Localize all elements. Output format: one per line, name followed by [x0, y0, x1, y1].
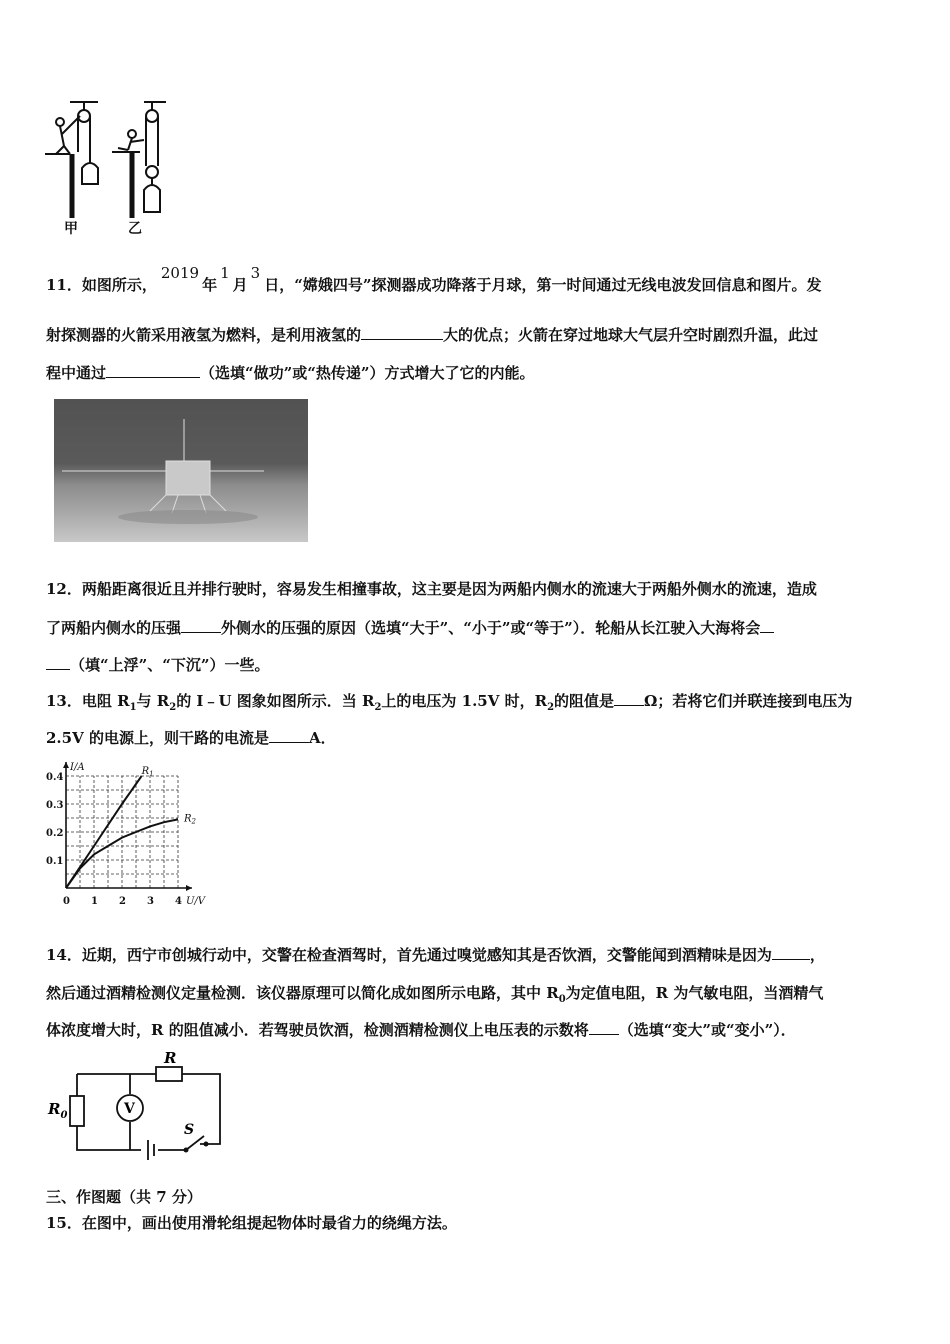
q13-line2: 2.5V 的电源上，则干路的电流是 A．: [46, 729, 336, 747]
q12-blank-2b[interactable]: [46, 656, 70, 670]
x-axis-label: U/V: [186, 896, 206, 907]
q14-line1: 14．近期，西宁市创城行动中，交警在检查酒驾时，首先通过嗅觉感知其是否饮酒，交警能闻到酒精味是因为 ，: [46, 946, 825, 964]
label-s: S: [184, 1122, 195, 1138]
label-jia: 甲: [64, 221, 78, 237]
q11-line2: 射探测器的火箭采用液氢为燃料，是利用液氢的 大的优点；火箭在穿过地球大气层升空时剧烈升温，此过: [46, 326, 819, 344]
y-tick-label: 0.2: [46, 828, 64, 839]
q12-blank-1[interactable]: [181, 619, 221, 633]
q11-day: 3: [250, 264, 261, 282]
q11-line3: 程中通过 （选填“做功”或“热传递”）方式增大了它的内能。: [46, 364, 535, 382]
y-tick-label: 0.3: [46, 800, 64, 811]
y-tick-label: 0.1: [46, 856, 64, 867]
q11-blank-1[interactable]: [361, 326, 443, 340]
q13-blank-2[interactable]: [269, 729, 309, 743]
q14-line3: 体浓度增大时，R 的阻值减小．若驾驶员饮酒，检测酒精检测仪上电压表的示数将 （选填“变大”或“变小”）．: [46, 1021, 796, 1039]
y-axis-arrow: [63, 762, 69, 768]
label-r: R: [164, 1049, 177, 1067]
q12-line1: 12．两船距离很近且并排行驶时，容易发生相撞事故，这主要是因为两船内侧水的流速大于两船外侧水的流速，造成: [46, 580, 817, 598]
q14-line2: 然后通过酒精检测仪定量检测．该仪器原理可以简化成如图所示电路，其中 $R_0$为定值电阻，R 为气敏电阻，当酒精气: [46, 984, 824, 1005]
q13-line1: 13．电阻 $R_1$与 $R_2$的 I﹣U 图象如图所示．当 $R_2$上的电压为 1.5V 时，$R_2$的阻值是 Ω；若将它们并联连接到电压为: [46, 692, 853, 713]
q12-line2: 了两船内侧水的压强 外侧水的压强的原因（选填“大于”、“小于”或“等于”）．轮船从长江驶入大海将会: [46, 617, 774, 638]
resistor-r: [156, 1067, 182, 1081]
lunar-lander-photo: [54, 399, 308, 542]
q15-text: 15．在图中，画出使用滑轮组提起物体时最省力的绕绳方法。: [46, 1214, 457, 1232]
x-tick-label: 4: [175, 896, 182, 907]
section3-title: 三、作图题（共 7 分）: [46, 1188, 202, 1206]
pulley-figure: [40, 96, 180, 238]
series-label-r2: $R_2$: [184, 813, 196, 826]
q11-blank-2[interactable]: [106, 364, 200, 378]
x-tick-label: 3: [147, 896, 154, 907]
label-v: V: [124, 1101, 135, 1117]
y-axis-label: I/A: [70, 762, 85, 773]
x-tick-label: 2: [119, 896, 126, 907]
resistor-r0: [70, 1096, 84, 1126]
x-tick-label: 0: [63, 896, 70, 907]
q11-line1: 11．如图所示，2019年1月3日，“嫦娥四号”探测器成功降落于月球，第一时间通过无线电波发回信息和图片。发: [46, 264, 822, 294]
q13-blank-1[interactable]: [614, 692, 644, 706]
q14-blank-1[interactable]: [772, 946, 810, 960]
q11-year: 2019: [160, 264, 200, 282]
label-r0: $R_0$: [48, 1100, 68, 1121]
switch-lever[interactable]: [186, 1136, 204, 1150]
q14-blank-2[interactable]: [589, 1021, 619, 1035]
circuit-diagram: [44, 1048, 234, 1164]
lander-drawing: [54, 399, 308, 542]
y-tick-label: 0.4: [46, 772, 64, 783]
iu-chart: [44, 756, 214, 908]
series-label-r1: $R_1$: [141, 766, 154, 778]
q12-blank-2a[interactable]: [760, 619, 774, 633]
x-tick-label: 1: [91, 896, 98, 907]
q12-line3: （填“上浮”、“下沉”）一些。: [46, 654, 270, 675]
x-axis-arrow: [186, 885, 192, 891]
label-yi: 乙: [128, 221, 142, 237]
q11-month: 1: [220, 264, 230, 282]
